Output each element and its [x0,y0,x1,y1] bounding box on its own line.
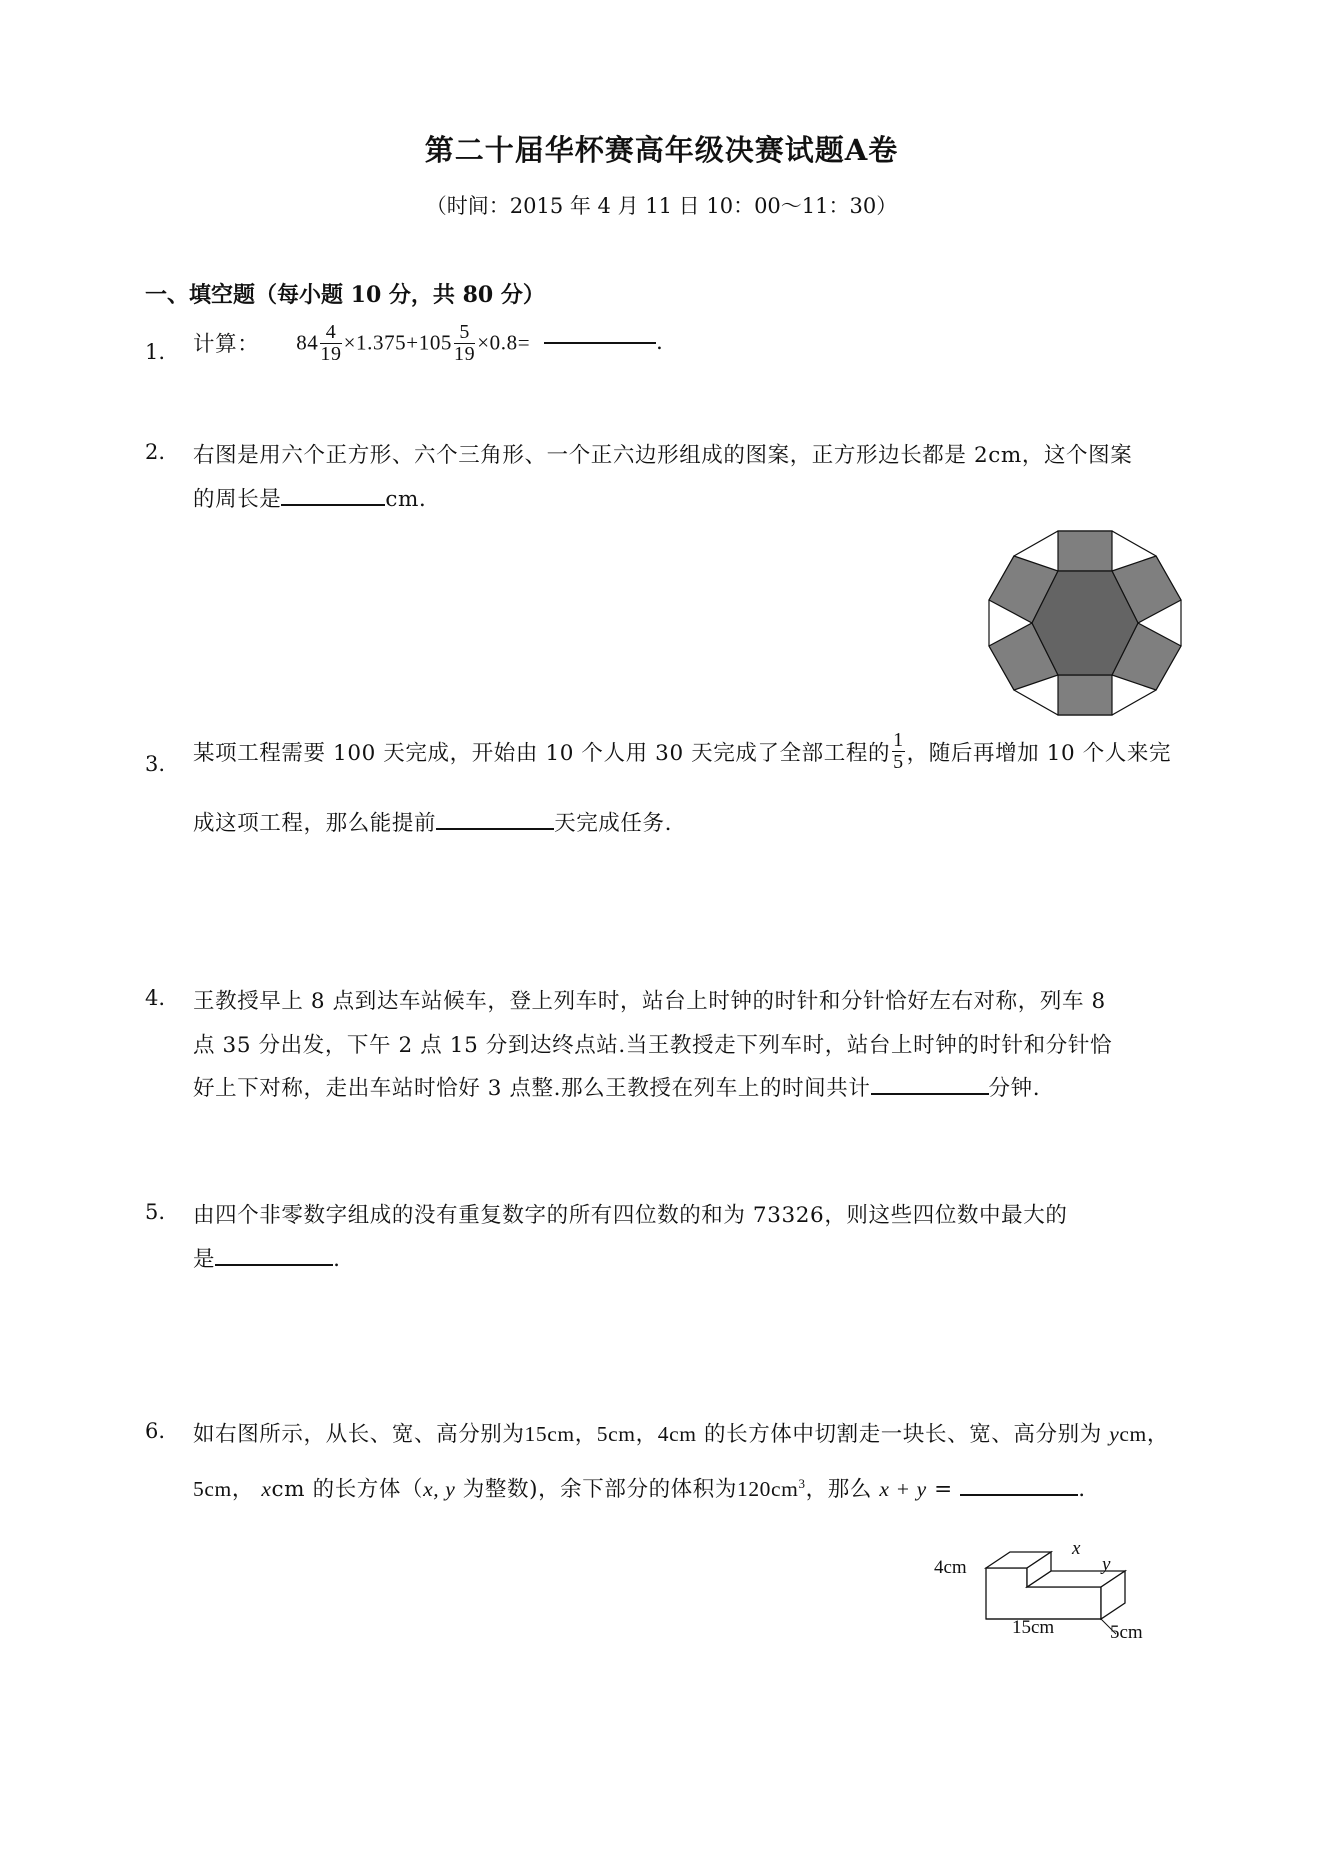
square-top [1058,531,1112,571]
answer-blank-5[interactable] [215,1263,333,1266]
question-2-line-2: 的周长是 cm． [193,487,442,512]
question-6-line-2: 5cm， xcm 的长方体（x, y 为整数)，余下部分的体积为$120cm^3$，那么 x + y = . [193,1475,1086,1502]
exam-time: （时间：2015 年 4 月 11 日 10：00～11：30） [425,194,898,218]
label-length: 15cm [1012,1617,1055,1638]
q1-expr: 84 $\frac{4}{19}$ ×1.375+105 $\frac{5}{19}$ ×0.8= [296,321,531,365]
section-heading: 一、填空题（每小题 10 分，共 80 分） [145,282,545,308]
question-6-line-1: 如右图所示，从长、宽、高分别为15cm，5cm，4cm 的长方体中切割走一块长、宽、高分别为 ycm， [193,1422,1169,1447]
fraction-1-5: $\frac{1}{5}$ [893,729,904,773]
label-x: x [1072,1538,1081,1559]
label-y: y [1102,1554,1111,1575]
question-number: 6. [145,1419,166,1443]
question-number: 2. [145,440,166,464]
answer-blank-4[interactable] [871,1092,989,1095]
question-5-line-1: 由四个非零数字组成的没有重复数字的所有四位数的和为 73326，则这些四位数中最大的 [193,1203,1068,1228]
question-2-line-1: 右图是用六个正方形、六个三角形、一个正六边形组成的图案，正方形边长都是 2cm，这个图案 [193,443,1133,468]
question-number: 3. [145,752,166,776]
question-number: 4. [145,986,166,1010]
question-4-line-3: 好上下对称，走出车站时恰好 3 点整.那么王教授在列车上的时间共计 分钟. [193,1076,1041,1101]
question-5-line-2: 是 . [193,1247,341,1272]
question-3-line-1: 某项工程需要 100 天完成，开始由 10 个人用 30 天完成了全部工程的 $\frac{1}{5}$ ，随后再增加 10 个人来完 [193,729,1172,773]
question-4-line-1: 王教授早上 8 点到达车站候车，登上列车时，站台上时钟的时针和分针恰好左右对称，列车 8 [193,989,1106,1014]
answer-blank-2[interactable] [281,503,385,506]
label-height: 4cm [934,1557,967,1578]
question-4-line-2: 点 35 分出发，下午 2 点 15 分到达终点站.当王教授走下列车时，站台上时钟的时针和分针恰 [193,1033,1113,1058]
question-number: 5. [145,1200,166,1224]
fraction-5-19: $\frac{5}{19}$ [454,321,476,365]
question-1: 计算： 84 $\frac{4}{19}$ ×1.375+105 $\frac{5}{19}$ ×0.8= . [193,321,664,365]
figure-dodecagon-pattern [985,528,1185,718]
fraction-4-19: $\frac{4}{19}$ [320,321,342,365]
q1-label: 计算： [193,331,260,357]
answer-blank-6[interactable] [960,1493,1078,1496]
answer-blank-1[interactable] [544,341,656,344]
answer-blank-3[interactable] [436,827,554,830]
label-width: 5cm [1110,1622,1143,1643]
question-number: 1. [145,340,166,364]
page-title: 第二十届华杯赛高年级决赛试题A卷 [424,133,899,167]
question-3-line-2: 成这项工程，那么能提前 天完成任务. [193,811,673,836]
figure-cut-cuboid [920,1530,1170,1650]
